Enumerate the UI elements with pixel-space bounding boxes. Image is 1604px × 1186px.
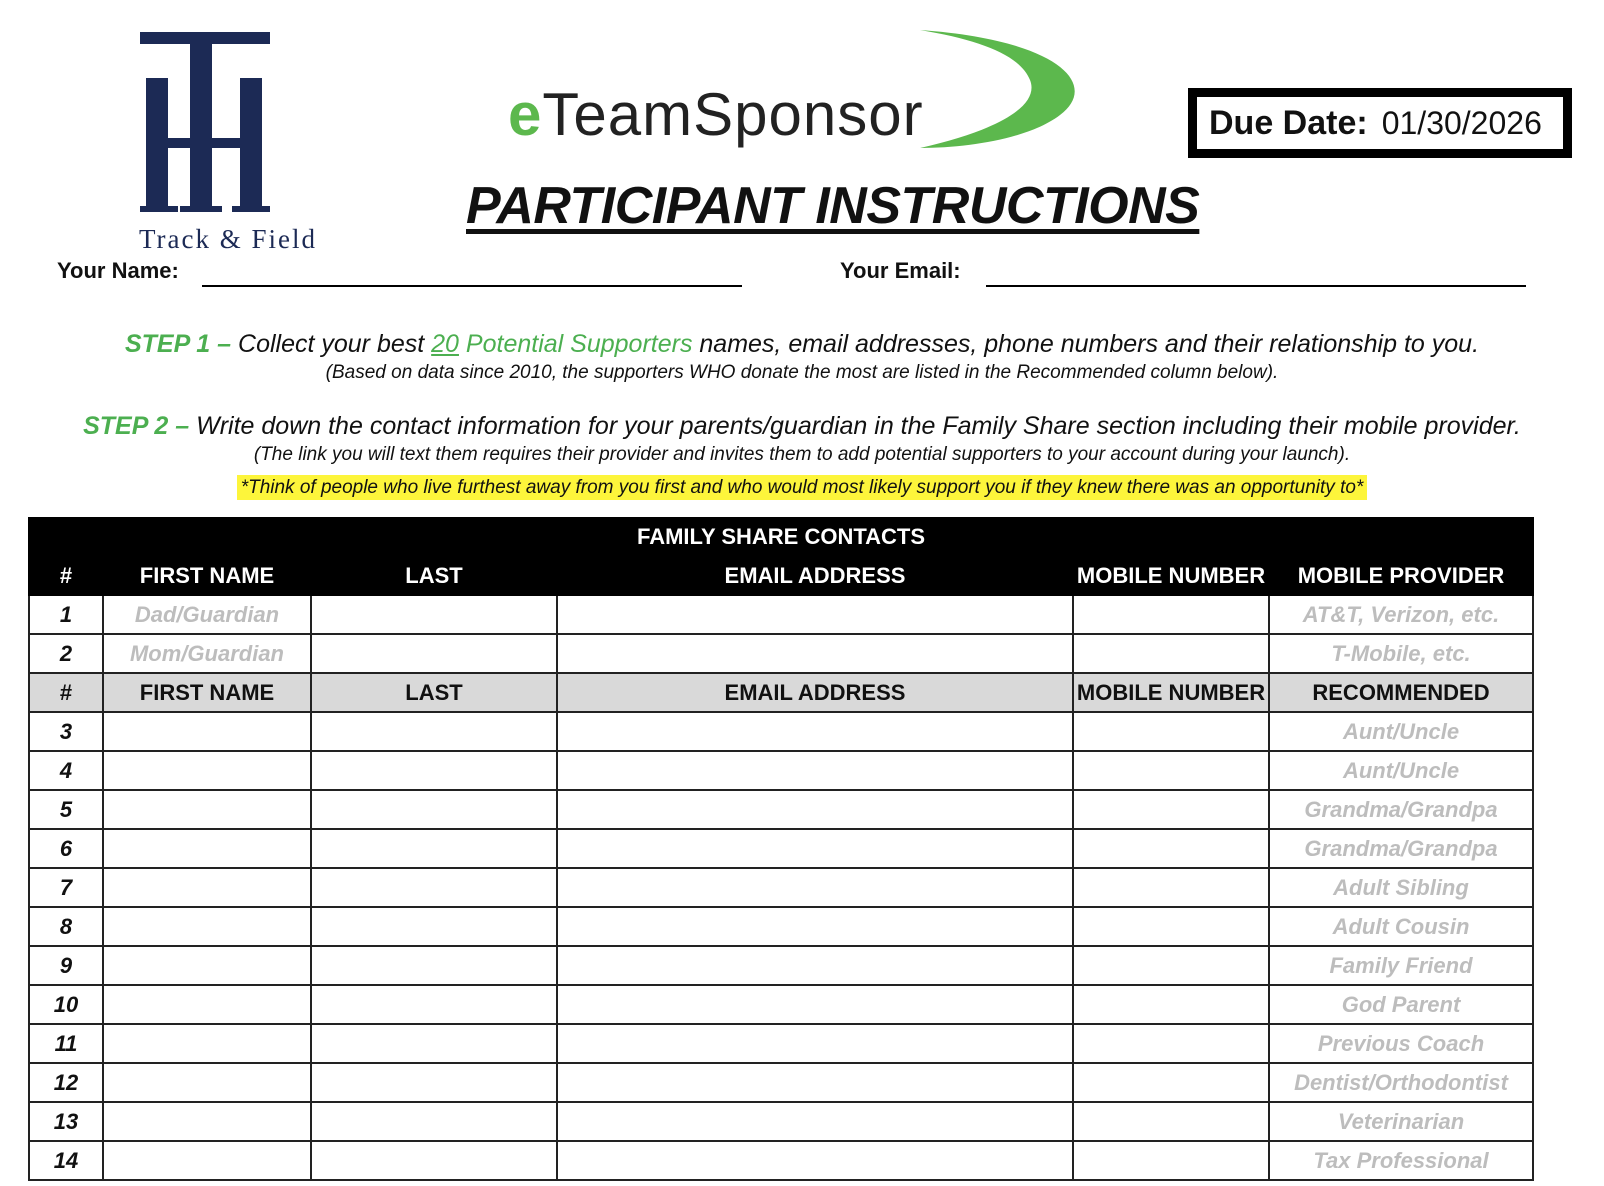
name-label: Your Name: [57, 258, 179, 283]
mobile-number-cell[interactable] [1074, 791, 1270, 830]
header-last: LAST [312, 557, 558, 596]
row-num: 7 [28, 869, 104, 908]
brand-e: e [508, 81, 543, 148]
last-name-cell[interactable] [312, 986, 558, 1025]
row-num: 6 [28, 830, 104, 869]
mobile-number-cell[interactable] [1074, 947, 1270, 986]
first-name-cell[interactable]: Dad/Guardian [104, 596, 312, 635]
last-name-cell[interactable] [312, 791, 558, 830]
supporter-row [28, 791, 1534, 830]
logo-subtitle: Track & Field [138, 224, 317, 254]
first-name-cell[interactable] [104, 752, 312, 791]
team-logo [100, 28, 340, 258]
step1-pre: Collect your best [231, 330, 432, 358]
email-cell[interactable] [558, 713, 1074, 752]
step2-note: (The link you will text them requires their provider and invites them to add potential supporters to your account during your launch). [253, 444, 1351, 465]
due-date-label: Due Date: [1209, 103, 1368, 142]
recommended-cell: Aunt/Uncle [1270, 713, 1534, 752]
row-num: 13 [28, 1103, 104, 1142]
recommended-cell: Dentist/Orthodontist [1270, 1064, 1534, 1103]
due-date-box [1188, 88, 1572, 158]
mobile-number-cell[interactable] [1074, 830, 1270, 869]
supporter-row [28, 830, 1534, 869]
header-first-name: FIRST NAME [104, 557, 312, 596]
row-num: 2 [28, 635, 104, 674]
supporter-row [28, 713, 1534, 752]
tip-line [0, 477, 1604, 499]
recommended-cell: God Parent [1270, 986, 1534, 1025]
email-cell[interactable] [558, 1103, 1074, 1142]
first-name-cell[interactable] [104, 908, 312, 947]
email-cell[interactable] [558, 869, 1074, 908]
mobile-number-cell[interactable] [1074, 1025, 1270, 1064]
header-first-name: FIRST NAME [104, 674, 312, 713]
last-name-cell[interactable] [312, 713, 558, 752]
first-name-cell[interactable] [104, 791, 312, 830]
contacts-table [28, 517, 1534, 1181]
row-num: 5 [28, 791, 104, 830]
row-num: 8 [28, 908, 104, 947]
supporter-row [28, 1064, 1534, 1103]
header-email: EMAIL ADDRESS [558, 674, 1074, 713]
first-name-cell[interactable] [104, 1064, 312, 1103]
recommended-cell: Grandma/Grandpa [1270, 830, 1534, 869]
mobile-provider-cell[interactable]: T-Mobile, etc. [1270, 635, 1534, 674]
supporter-row [28, 1025, 1534, 1064]
email-cell[interactable] [558, 1025, 1074, 1064]
step2-text [0, 412, 1604, 441]
header-mobile-provider: MOBILE PROVIDER [1270, 557, 1534, 596]
email-label: Your Email: [840, 258, 961, 283]
header-num: # [28, 674, 104, 713]
supporter-row [28, 1103, 1534, 1142]
step2-body: Write down the contact information for your parents/guardian in the Family Share section including their mobile provider. [189, 412, 1521, 440]
first-name-cell[interactable] [104, 713, 312, 752]
email-cell[interactable] [558, 830, 1074, 869]
header-num: # [28, 557, 104, 596]
row-num: 9 [28, 947, 104, 986]
email-line[interactable] [986, 285, 1526, 287]
last-name-cell[interactable] [312, 596, 558, 635]
family-row [28, 635, 1534, 674]
mobile-number-cell[interactable] [1074, 713, 1270, 752]
email-cell[interactable] [558, 791, 1074, 830]
last-name-cell[interactable] [312, 869, 558, 908]
first-name-cell[interactable] [104, 1142, 312, 1181]
first-name-cell[interactable] [104, 830, 312, 869]
recommended-cell: Tax Professional [1270, 1142, 1534, 1181]
supporter-row [28, 869, 1534, 908]
supporter-row [28, 947, 1534, 986]
supporter-row [28, 1142, 1534, 1181]
row-num: 14 [28, 1142, 104, 1181]
step1-number: 20 [431, 330, 459, 358]
row-num: 3 [28, 713, 104, 752]
last-name-cell[interactable] [312, 830, 558, 869]
brand-logo [500, 30, 1120, 160]
family-share-title: FAMILY SHARE CONTACTS [28, 517, 1534, 557]
mobile-number-cell[interactable] [1074, 908, 1270, 947]
brand-name-text: TeamSponsor [542, 81, 924, 148]
header-email: EMAIL ADDRESS [558, 557, 1074, 596]
row-num: 1 [28, 596, 104, 635]
email-cell[interactable] [558, 1064, 1074, 1103]
recommended-cell: Grandma/Grandpa [1270, 791, 1534, 830]
email-cell[interactable] [558, 635, 1074, 674]
header-last: LAST [312, 674, 558, 713]
mobile-number-cell[interactable] [1074, 1103, 1270, 1142]
email-cell[interactable] [558, 1142, 1074, 1181]
header-mobile-number: MOBILE NUMBER [1074, 674, 1270, 713]
mobile-number-cell[interactable] [1074, 1142, 1270, 1181]
email-cell[interactable] [558, 986, 1074, 1025]
first-name-cell[interactable] [104, 1025, 312, 1064]
row-num: 4 [28, 752, 104, 791]
recommended-cell: Adult Cousin [1270, 908, 1534, 947]
email-cell[interactable] [558, 596, 1074, 635]
last-name-cell[interactable] [312, 947, 558, 986]
row-num: 12 [28, 1064, 104, 1103]
first-name-cell[interactable] [104, 869, 312, 908]
email-cell[interactable] [558, 752, 1074, 791]
step1-text [0, 330, 1604, 359]
step1-label: STEP 1 – [124, 330, 232, 358]
step1-post: names, email addresses, phone numbers and their relationship to you. [692, 330, 1480, 358]
family-row [28, 596, 1534, 635]
mobile-number-cell[interactable] [1074, 986, 1270, 1025]
supporter-row [28, 908, 1534, 947]
th-monogram-icon [140, 28, 300, 218]
mobile-number-cell[interactable] [1074, 869, 1270, 908]
first-name-cell[interactable]: Mom/Guardian [104, 635, 312, 674]
supporter-header-row [28, 674, 1534, 713]
last-name-cell[interactable] [312, 908, 558, 947]
mobile-number-cell[interactable] [1074, 596, 1270, 635]
header-mobile-number: MOBILE NUMBER [1074, 557, 1270, 596]
step2-label: STEP 2 – [83, 412, 190, 440]
mobile-provider-cell[interactable]: AT&T, Verizon, etc. [1270, 596, 1534, 635]
first-name-cell[interactable] [104, 947, 312, 986]
recommended-cell: Family Friend [1270, 947, 1534, 986]
last-name-cell[interactable] [312, 1064, 558, 1103]
recommended-cell: Adult Sibling [1270, 869, 1534, 908]
page-title: PARTICIPANT INSTRUCTIONS [466, 177, 1200, 235]
name-line[interactable] [202, 285, 742, 287]
mobile-number-cell[interactable] [1074, 752, 1270, 791]
first-name-cell[interactable] [104, 986, 312, 1025]
row-num: 10 [28, 986, 104, 1025]
supporter-row [28, 986, 1534, 1025]
recommended-cell: Veterinarian [1270, 1103, 1534, 1142]
last-name-cell[interactable] [312, 1103, 558, 1142]
last-name-cell[interactable] [312, 1142, 558, 1181]
mobile-number-cell[interactable] [1074, 1064, 1270, 1103]
step1-green: Potential Supporters [458, 330, 693, 358]
last-name-cell[interactable] [312, 1025, 558, 1064]
last-name-cell[interactable] [312, 635, 558, 674]
email-cell[interactable] [558, 908, 1074, 947]
email-cell[interactable] [558, 947, 1074, 986]
recommended-cell: Previous Coach [1270, 1025, 1534, 1064]
first-name-cell[interactable] [104, 1103, 312, 1142]
supporter-row [28, 752, 1534, 791]
family-header-row [28, 557, 1534, 596]
mobile-number-cell[interactable] [1074, 635, 1270, 674]
header-recommended: RECOMMENDED [1270, 674, 1534, 713]
recommended-cell: Aunt/Uncle [1270, 752, 1534, 791]
last-name-cell[interactable] [312, 752, 558, 791]
due-date-value: 01/30/2026 [1381, 104, 1542, 141]
tip-highlight: *Think of people who live furthest away from you first and who would most likely support you if they knew there was an opportunity to* [237, 475, 1368, 500]
step1-note: (Based on data since 2010, the supporters WHO donate the most are listed in the Recommended column below). [325, 362, 1279, 383]
row-num: 11 [28, 1025, 104, 1064]
supporter-rows [28, 713, 1534, 1181]
brand-name [508, 80, 924, 149]
